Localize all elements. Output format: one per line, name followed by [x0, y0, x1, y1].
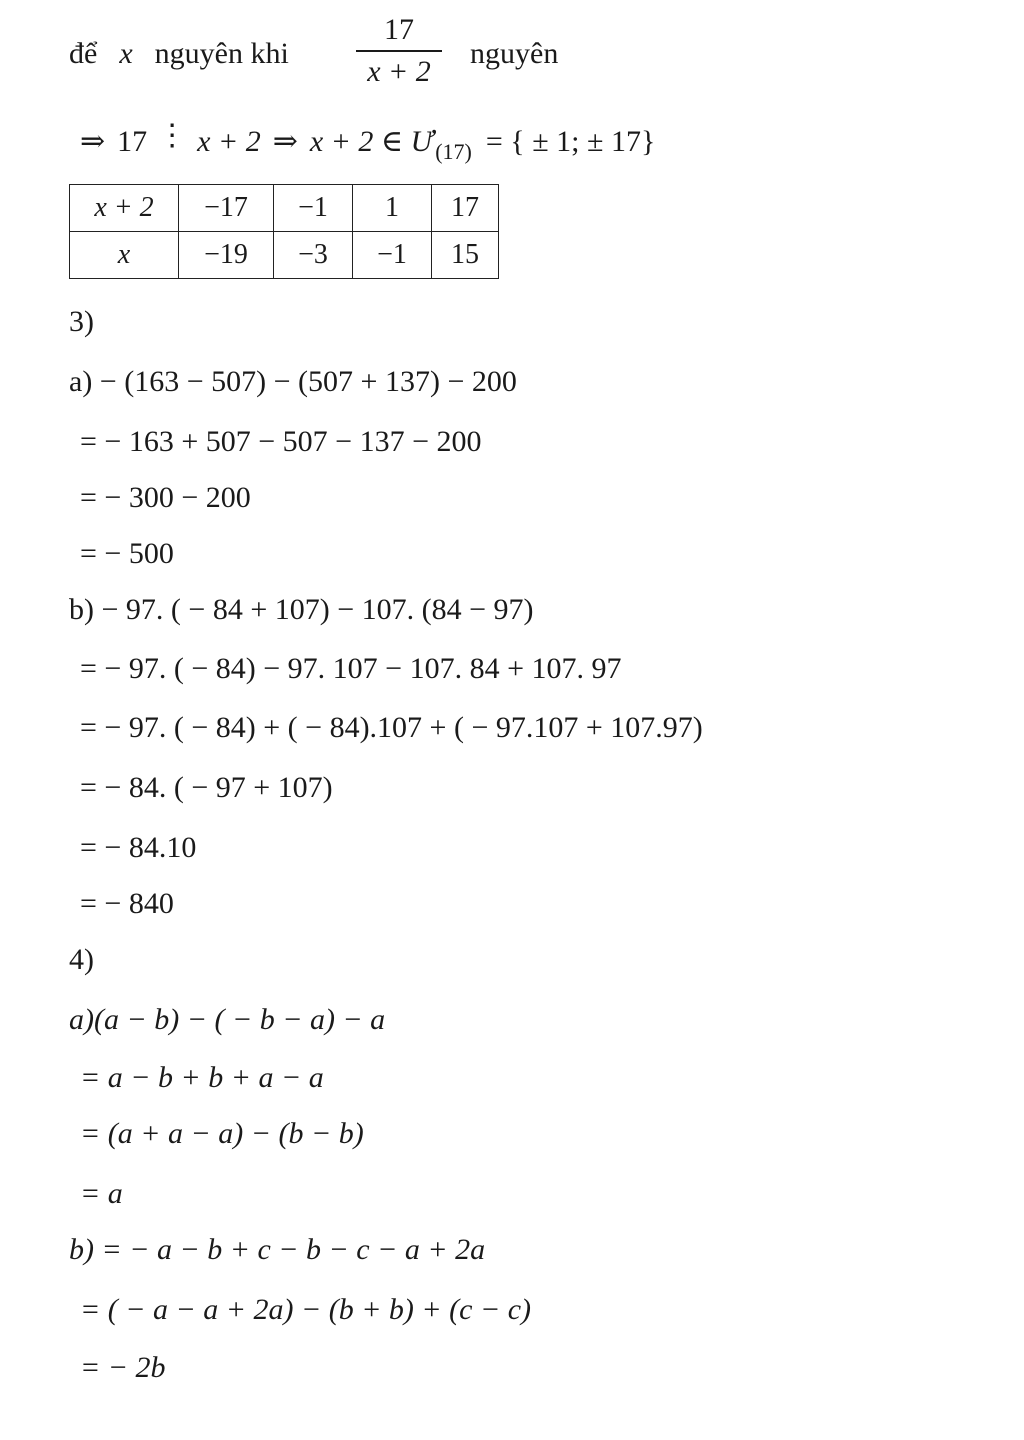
table-cell: 1: [353, 185, 432, 232]
solution-4b-line-2: = ( − a − a + 2a) − (b + b) + (c − c): [80, 1293, 532, 1326]
fraction-denominator: x + 2: [367, 55, 431, 88]
implication-expr-1: x + 2: [197, 125, 261, 158]
table-head-cell: x + 2: [70, 185, 179, 232]
section-4-label: 4): [69, 943, 94, 976]
implication-line: [80, 119, 656, 164]
intro-tail: [470, 34, 558, 74]
solution-4a-line-2: = a − b + b + a − a: [80, 1061, 324, 1094]
implication-expr-2: x + 2 ∈ Ư: [309, 125, 434, 158]
divides-symbol: ⋮: [157, 119, 188, 152]
table-head-cell: x: [70, 232, 179, 279]
solution-3b-line-3: = − 97. ( − 84) + ( − 84).107 + ( − 97.107 + 107.97): [80, 711, 703, 744]
solution-4a-line-1: a)(a − b) − ( − b − a) − a: [69, 1003, 386, 1036]
implies-arrow-1: ⇒: [80, 125, 106, 158]
table-cell: 15: [432, 232, 499, 279]
intro-x: x: [119, 37, 133, 70]
solution-4b-line-1: b) = − a − b + c − b − c − a + 2a: [69, 1233, 486, 1266]
fraction: [356, 12, 442, 90]
fraction-bar: [356, 50, 442, 52]
solution-4a-line-4: = a: [80, 1177, 123, 1210]
intro-line: [69, 34, 289, 74]
solution-3a-line-4: = − 500: [80, 537, 174, 570]
section-3-label: 3): [69, 305, 94, 338]
table-cell: −1: [353, 232, 432, 279]
solution-3a-line-1: a) − (163 − 507) − (507 + 137) − 200: [69, 365, 517, 398]
value-table: [69, 184, 499, 279]
solution-4a-line-3: = (a + a − a) − (b − b): [80, 1117, 364, 1150]
implication-result: = { ± 1; ± 17}: [485, 125, 656, 158]
implication-subscript: (17): [435, 139, 472, 164]
solution-3a-line-3: = − 300 − 200: [80, 481, 251, 514]
table-cell: −19: [179, 232, 274, 279]
solution-3b-line-2: = − 97. ( − 84) − 97. 107 − 107. 84 + 107. 97: [80, 652, 622, 685]
solution-3b-line-5: = − 84.10: [80, 831, 197, 864]
intro-de: để: [69, 37, 98, 70]
solution-3b-line-1: b) − 97. ( − 84 + 107) − 107. (84 − 97): [69, 593, 534, 626]
implies-arrow-2: ⇒: [272, 125, 298, 158]
intro-nguyen-khi: nguyên khi: [154, 37, 289, 70]
table-row: [70, 232, 499, 279]
solution-3a-line-2: = − 163 + 507 − 507 − 137 − 200: [80, 425, 482, 458]
implication-17: 17: [117, 125, 148, 158]
table-cell: −3: [274, 232, 353, 279]
fraction-numerator: 17: [384, 13, 414, 46]
intro-nguyen: nguyên: [470, 37, 559, 70]
table-cell: −1: [274, 185, 353, 232]
table-cell: 17: [432, 185, 499, 232]
table-row: [70, 185, 499, 232]
solution-4b-line-3: = − 2b: [80, 1351, 166, 1384]
solution-3b-line-4: = − 84. ( − 97 + 107): [80, 771, 333, 804]
table-cell: −17: [179, 185, 274, 232]
solution-3b-line-6: = − 840: [80, 887, 174, 920]
